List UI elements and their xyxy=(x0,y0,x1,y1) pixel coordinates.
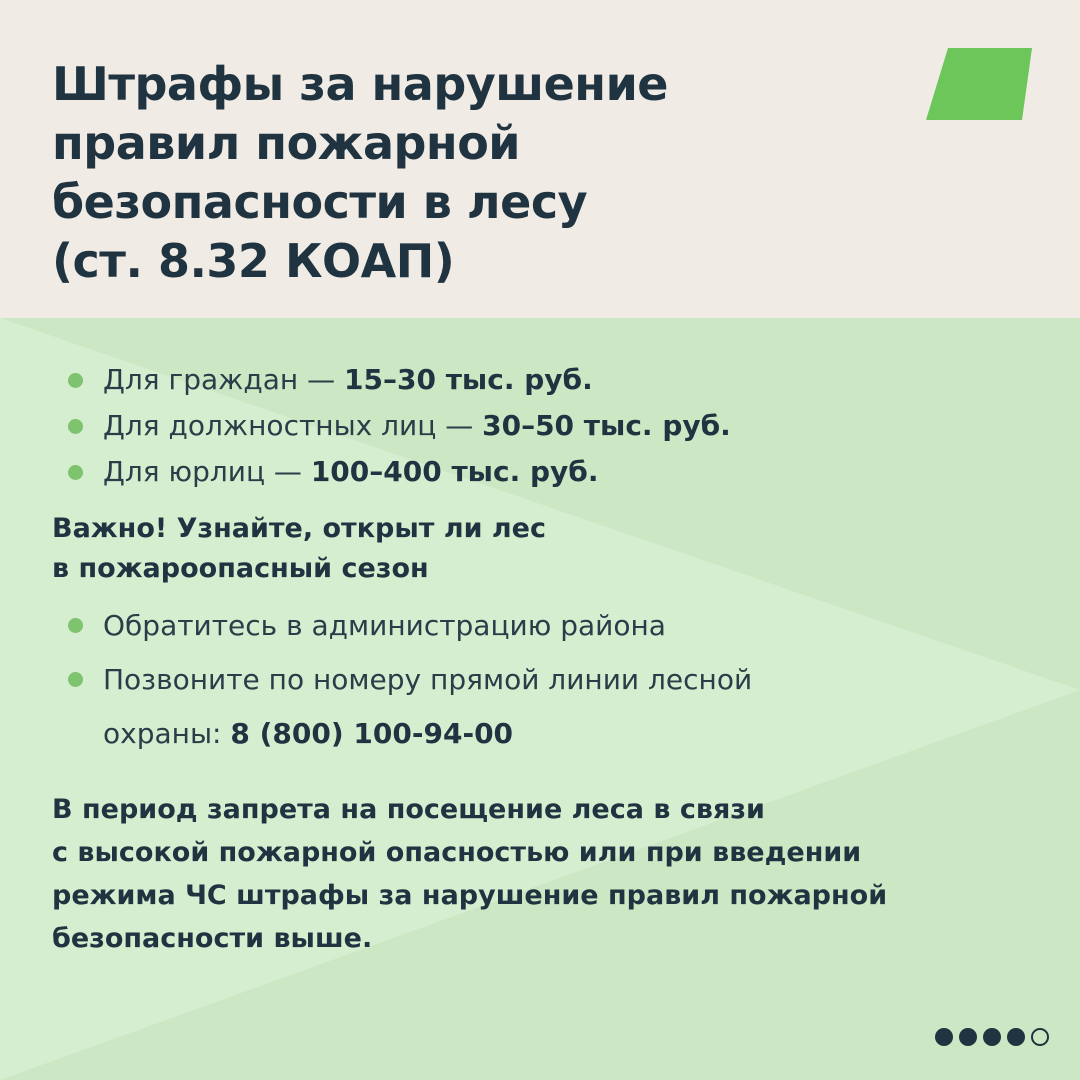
bullet-dot-icon xyxy=(68,672,83,687)
list-item xyxy=(68,599,1028,653)
page-dot[interactable] xyxy=(959,1028,977,1046)
fine-label: Для граждан — xyxy=(103,363,345,396)
page-dot[interactable] xyxy=(983,1028,1001,1046)
period-line: В период запрета на посещение леса в связи xyxy=(52,794,765,825)
title-line: безопасности в лесу xyxy=(52,175,588,229)
period-line: режима ЧС штрафы за нарушение правил пожарной xyxy=(52,880,888,911)
list-item xyxy=(68,653,1028,761)
page-title xyxy=(52,55,912,291)
fine-value: 100–400 тыс. руб. xyxy=(310,455,599,488)
tip-text: Обратитесь в администрацию района xyxy=(103,609,666,642)
tip-text-continued xyxy=(103,707,1028,761)
page-dot[interactable] xyxy=(935,1028,953,1046)
important-note xyxy=(52,509,546,589)
title-line: (ст. 8.32 КОАП) xyxy=(52,234,455,288)
important-line: Важно! Узнайте, открыт ли лес xyxy=(52,513,547,544)
fine-label: Для должностных лиц — xyxy=(103,409,483,442)
period-line: с высокой пожарной опасностью или при введении xyxy=(52,837,862,868)
bullet-dot-icon xyxy=(68,419,83,434)
list-item xyxy=(68,357,1028,403)
pagination-dots xyxy=(935,1028,1049,1046)
period-note xyxy=(52,788,887,960)
tip-prefix: охраны: xyxy=(103,717,231,750)
list-item xyxy=(68,449,1028,495)
page-dot[interactable] xyxy=(1031,1028,1049,1046)
list-item xyxy=(68,403,1028,449)
period-line: безопасности выше. xyxy=(52,923,373,954)
fine-value: 30–50 тыс. руб. xyxy=(482,409,731,442)
fine-label: Для юрлиц — xyxy=(103,455,311,488)
logo-icon xyxy=(926,46,1032,120)
fine-value: 15–30 тыс. руб. xyxy=(344,363,593,396)
title-line: Штрафы за нарушение xyxy=(52,57,668,111)
fines-list xyxy=(68,357,1028,495)
tip-text: Позвоните по номеру прямой линии лесной xyxy=(103,663,753,696)
bullet-dot-icon xyxy=(68,465,83,480)
bullet-dot-icon xyxy=(68,618,83,633)
page-dot[interactable] xyxy=(1007,1028,1025,1046)
important-line: в пожароопасный сезон xyxy=(52,553,429,584)
tips-list xyxy=(68,599,1028,761)
title-line: правил пожарной xyxy=(52,116,521,170)
hotline-phone: 8 (800) 100-94-00 xyxy=(230,717,514,750)
bullet-dot-icon xyxy=(68,373,83,388)
